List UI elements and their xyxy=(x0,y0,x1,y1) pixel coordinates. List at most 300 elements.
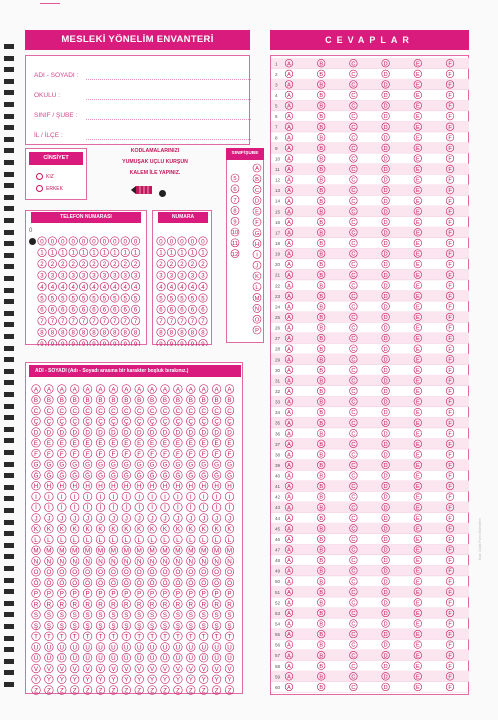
phone-bubble[interactable] xyxy=(131,260,139,269)
answer-bubble[interactable] xyxy=(382,239,390,247)
name-letter-bubble[interactable] xyxy=(109,503,118,512)
name-letter-bubble[interactable] xyxy=(32,675,41,684)
answer-bubble[interactable] xyxy=(317,472,325,480)
number-bubble[interactable] xyxy=(157,248,165,257)
name-letter-bubble[interactable] xyxy=(83,514,92,523)
name-letter-bubble[interactable] xyxy=(187,460,196,469)
name-letter-bubble[interactable] xyxy=(148,503,157,512)
name-letter-bubble[interactable] xyxy=(122,385,131,394)
name-letter-bubble[interactable] xyxy=(83,546,92,555)
name-letter-bubble[interactable] xyxy=(122,481,131,490)
answer-bubble[interactable] xyxy=(414,366,422,374)
answer-bubble[interactable] xyxy=(446,662,454,670)
name-letter-bubble[interactable] xyxy=(212,406,221,415)
name-letter-bubble[interactable] xyxy=(161,503,170,512)
name-letter-bubble[interactable] xyxy=(135,643,144,652)
name-letter-bubble[interactable] xyxy=(225,503,234,512)
name-letter-bubble[interactable] xyxy=(96,632,105,641)
answer-bubble[interactable] xyxy=(350,641,358,649)
name-letter-bubble[interactable] xyxy=(161,492,170,501)
name-letter-bubble[interactable] xyxy=(174,503,183,512)
phone-bubble[interactable] xyxy=(38,237,46,246)
name-letter-bubble[interactable] xyxy=(83,567,92,576)
name-letter-bubble[interactable] xyxy=(96,449,105,458)
name-letter-bubble[interactable] xyxy=(148,643,157,652)
phone-bubble[interactable] xyxy=(69,248,77,257)
name-letter-bubble[interactable] xyxy=(96,471,105,480)
answer-bubble[interactable] xyxy=(446,366,454,374)
name-letter-bubble[interactable] xyxy=(135,621,144,630)
name-letter-bubble[interactable] xyxy=(122,643,131,652)
name-letter-bubble[interactable] xyxy=(96,514,105,523)
name-letter-bubble[interactable] xyxy=(187,406,196,415)
name-letter-bubble[interactable] xyxy=(187,643,196,652)
name-letter-bubble[interactable] xyxy=(32,600,41,609)
phone-bubble[interactable] xyxy=(48,271,56,280)
answer-bubble[interactable] xyxy=(285,303,293,311)
phone-bubble[interactable] xyxy=(59,260,67,269)
name-letter-bubble[interactable] xyxy=(199,632,208,641)
phone-bubble[interactable] xyxy=(90,328,98,337)
number-bubble[interactable] xyxy=(199,339,207,346)
number-bubble[interactable] xyxy=(157,237,165,246)
answer-bubble[interactable] xyxy=(414,683,422,691)
answer-bubble[interactable] xyxy=(317,155,325,163)
name-letter-bubble[interactable] xyxy=(161,460,170,469)
name-letter-bubble[interactable] xyxy=(187,514,196,523)
name-letter-bubble[interactable] xyxy=(32,578,41,587)
name-letter-bubble[interactable] xyxy=(135,567,144,576)
name-letter-bubble[interactable] xyxy=(148,546,157,555)
name-letter-bubble[interactable] xyxy=(83,632,92,641)
phone-bubble[interactable] xyxy=(69,294,77,303)
name-letter-bubble[interactable] xyxy=(109,567,118,576)
name-letter-bubble[interactable] xyxy=(122,417,131,426)
phone-bubble[interactable] xyxy=(111,248,119,257)
phone-bubble[interactable] xyxy=(111,328,119,337)
phone-bubble[interactable] xyxy=(90,339,98,346)
answer-bubble[interactable] xyxy=(414,556,422,564)
phone-bubble[interactable] xyxy=(79,282,87,291)
answer-bubble[interactable] xyxy=(382,493,390,501)
name-letter-bubble[interactable] xyxy=(148,406,157,415)
name-letter-bubble[interactable] xyxy=(161,686,170,695)
phone-bubble[interactable] xyxy=(90,305,98,314)
answer-bubble[interactable] xyxy=(350,408,358,416)
answer-bubble[interactable] xyxy=(382,260,390,268)
name-letter-bubble[interactable] xyxy=(174,664,183,673)
name-letter-bubble[interactable] xyxy=(122,428,131,437)
name-letter-bubble[interactable] xyxy=(109,589,118,598)
name-letter-bubble[interactable] xyxy=(45,395,54,404)
name-letter-bubble[interactable] xyxy=(161,632,170,641)
name-letter-bubble[interactable] xyxy=(122,578,131,587)
name-letter-bubble[interactable] xyxy=(212,632,221,641)
phone-bubble[interactable] xyxy=(100,317,108,326)
answer-bubble[interactable] xyxy=(285,260,293,268)
name-letter-bubble[interactable] xyxy=(212,524,221,533)
name-letter-bubble[interactable] xyxy=(58,546,67,555)
name-letter-bubble[interactable] xyxy=(225,643,234,652)
phone-bubble[interactable] xyxy=(90,260,98,269)
name-letter-bubble[interactable] xyxy=(187,632,196,641)
name-letter-bubble[interactable] xyxy=(212,653,221,662)
name-letter-bubble[interactable] xyxy=(70,589,79,598)
school-field[interactable] xyxy=(34,92,60,99)
answer-bubble[interactable] xyxy=(317,599,325,607)
name-letter-bubble[interactable] xyxy=(148,492,157,501)
answer-bubble[interactable] xyxy=(414,577,422,585)
name-letter-bubble[interactable] xyxy=(122,589,131,598)
name-letter-bubble[interactable] xyxy=(122,567,131,576)
name-letter-bubble[interactable] xyxy=(32,395,41,404)
name-letter-bubble[interactable] xyxy=(70,557,79,566)
name-letter-bubble[interactable] xyxy=(45,524,54,533)
name-letter-bubble[interactable] xyxy=(212,438,221,447)
name-letter-bubble[interactable] xyxy=(45,417,54,426)
phone-bubble[interactable] xyxy=(48,237,56,246)
name-letter-bubble[interactable] xyxy=(32,557,41,566)
name-letter-bubble[interactable] xyxy=(109,535,118,544)
name-letter-bubble[interactable] xyxy=(96,417,105,426)
phone-bubble[interactable] xyxy=(131,317,139,326)
name-letter-bubble[interactable] xyxy=(45,600,54,609)
answer-bubble[interactable] xyxy=(414,662,422,670)
name-letter-bubble[interactable] xyxy=(45,578,54,587)
answer-bubble[interactable] xyxy=(350,218,358,226)
answer-bubble[interactable] xyxy=(350,577,358,585)
name-letter-bubble[interactable] xyxy=(212,428,221,437)
number-bubble[interactable] xyxy=(167,305,175,314)
number-bubble[interactable] xyxy=(167,271,175,280)
name-letter-bubble[interactable] xyxy=(83,492,92,501)
answer-bubble[interactable] xyxy=(285,556,293,564)
name-letter-bubble[interactable] xyxy=(96,578,105,587)
name-letter-bubble[interactable] xyxy=(225,653,234,662)
name-letter-bubble[interactable] xyxy=(96,643,105,652)
name-letter-bubble[interactable] xyxy=(212,686,221,695)
name-letter-bubble[interactable] xyxy=(45,406,54,415)
name-letter-bubble[interactable] xyxy=(58,460,67,469)
name-letter-bubble[interactable] xyxy=(70,471,79,480)
name-letter-bubble[interactable] xyxy=(174,557,183,566)
name-letter-bubble[interactable] xyxy=(199,438,208,447)
answer-bubble[interactable] xyxy=(317,556,325,564)
answer-bubble[interactable] xyxy=(382,91,390,99)
name-letter-bubble[interactable] xyxy=(225,535,234,544)
name-letter-bubble[interactable] xyxy=(161,449,170,458)
name-letter-bubble[interactable] xyxy=(122,503,131,512)
answer-bubble[interactable] xyxy=(446,620,454,628)
answer-bubble[interactable] xyxy=(285,683,293,691)
name-letter-bubble[interactable] xyxy=(187,438,196,447)
answer-bubble[interactable] xyxy=(317,91,325,99)
phone-bubble[interactable] xyxy=(79,305,87,314)
phone-bubble[interactable] xyxy=(38,248,46,257)
name-letter-bubble[interactable] xyxy=(199,406,208,415)
phone-bubble[interactable] xyxy=(69,260,77,269)
phone-bubble[interactable] xyxy=(100,237,108,246)
name-letter-bubble[interactable] xyxy=(174,535,183,544)
name-letter-bubble[interactable] xyxy=(70,600,79,609)
phone-bubble[interactable] xyxy=(59,339,67,346)
name-letter-bubble[interactable] xyxy=(32,471,41,480)
name-letter-bubble[interactable] xyxy=(83,395,92,404)
name-letter-bubble[interactable] xyxy=(225,557,234,566)
phone-bubble[interactable] xyxy=(69,271,77,280)
answer-bubble[interactable] xyxy=(414,514,422,522)
name-letter-bubble[interactable] xyxy=(148,557,157,566)
answer-bubble[interactable] xyxy=(446,70,454,78)
name-letter-bubble[interactable] xyxy=(174,567,183,576)
answer-bubble[interactable] xyxy=(446,239,454,247)
answer-bubble[interactable] xyxy=(382,599,390,607)
grade-bubble[interactable] xyxy=(231,250,239,258)
name-letter-bubble[interactable] xyxy=(45,632,54,641)
name-letter-bubble[interactable] xyxy=(32,632,41,641)
answer-bubble[interactable] xyxy=(382,408,390,416)
name-letter-bubble[interactable] xyxy=(96,557,105,566)
number-bubble[interactable] xyxy=(157,328,165,337)
name-letter-bubble[interactable] xyxy=(199,524,208,533)
number-bubble[interactable] xyxy=(178,339,186,346)
number-bubble[interactable] xyxy=(188,237,196,246)
phone-bubble[interactable] xyxy=(90,271,98,280)
name-letter-bubble[interactable] xyxy=(32,438,41,447)
answer-bubble[interactable] xyxy=(350,451,358,459)
name-letter-bubble[interactable] xyxy=(135,406,144,415)
name-letter-bubble[interactable] xyxy=(45,438,54,447)
name-letter-bubble[interactable] xyxy=(70,395,79,404)
name-letter-bubble[interactable] xyxy=(135,428,144,437)
answer-bubble[interactable] xyxy=(382,429,390,437)
number-bubble[interactable] xyxy=(188,317,196,326)
answer-bubble[interactable] xyxy=(382,70,390,78)
name-letter-bubble[interactable] xyxy=(45,546,54,555)
answer-bubble[interactable] xyxy=(317,387,325,395)
name-letter-bubble[interactable] xyxy=(174,438,183,447)
name-letter-bubble[interactable] xyxy=(199,567,208,576)
name-letter-bubble[interactable] xyxy=(187,664,196,673)
name-letter-bubble[interactable] xyxy=(187,503,196,512)
grade-bubble[interactable] xyxy=(231,228,239,236)
answer-bubble[interactable] xyxy=(446,535,454,543)
name-letter-bubble[interactable] xyxy=(122,664,131,673)
name-letter-bubble[interactable] xyxy=(45,686,54,695)
name-letter-bubble[interactable] xyxy=(225,514,234,523)
answer-bubble[interactable] xyxy=(317,429,325,437)
name-letter-bubble[interactable] xyxy=(96,610,105,619)
answer-bubble[interactable] xyxy=(317,324,325,332)
phone-bubble[interactable] xyxy=(131,328,139,337)
name-letter-bubble[interactable] xyxy=(70,406,79,415)
name-letter-bubble[interactable] xyxy=(32,406,41,415)
answer-bubble[interactable] xyxy=(446,641,454,649)
name-letter-bubble[interactable] xyxy=(58,481,67,490)
answer-bubble[interactable] xyxy=(317,281,325,289)
answer-bubble[interactable] xyxy=(317,683,325,691)
name-letter-bubble[interactable] xyxy=(161,417,170,426)
name-letter-bubble[interactable] xyxy=(148,675,157,684)
answer-bubble[interactable] xyxy=(285,281,293,289)
answer-bubble[interactable] xyxy=(446,91,454,99)
phone-bubble[interactable] xyxy=(59,237,67,246)
number-bubble[interactable] xyxy=(167,339,175,346)
name-letter-bubble[interactable] xyxy=(83,471,92,480)
name-letter-bubble[interactable] xyxy=(212,395,221,404)
section-bubble[interactable] xyxy=(253,240,261,248)
name-letter-bubble[interactable] xyxy=(148,535,157,544)
grade-bubble[interactable] xyxy=(231,206,239,214)
answer-bubble[interactable] xyxy=(317,197,325,205)
name-letter-bubble[interactable] xyxy=(32,546,41,555)
phone-bubble[interactable] xyxy=(69,317,77,326)
answer-bubble[interactable] xyxy=(285,387,293,395)
answer-bubble[interactable] xyxy=(350,133,358,141)
name-letter-bubble[interactable] xyxy=(70,578,79,587)
number-bubble[interactable] xyxy=(199,305,207,314)
number-bubble[interactable] xyxy=(157,282,165,291)
phone-bubble[interactable] xyxy=(100,305,108,314)
name-letter-bubble[interactable] xyxy=(174,610,183,619)
phone-bubble[interactable] xyxy=(69,282,77,291)
answer-bubble[interactable] xyxy=(382,197,390,205)
name-letter-bubble[interactable] xyxy=(225,428,234,437)
phone-bubble[interactable] xyxy=(38,339,46,346)
name-letter-bubble[interactable] xyxy=(187,567,196,576)
answer-bubble[interactable] xyxy=(317,176,325,184)
name-letter-bubble[interactable] xyxy=(225,610,234,619)
name-letter-bubble[interactable] xyxy=(199,589,208,598)
section-bubble[interactable] xyxy=(253,315,261,323)
name-letter-bubble[interactable] xyxy=(122,621,131,630)
answer-bubble[interactable] xyxy=(285,535,293,543)
name-letter-bubble[interactable] xyxy=(70,621,79,630)
number-bubble[interactable] xyxy=(199,328,207,337)
name-letter-bubble[interactable] xyxy=(148,600,157,609)
answer-bubble[interactable] xyxy=(414,303,422,311)
answer-bubble[interactable] xyxy=(350,683,358,691)
name-letter-bubble[interactable] xyxy=(225,492,234,501)
answer-bubble[interactable] xyxy=(285,408,293,416)
name-letter-bubble[interactable] xyxy=(174,686,183,695)
number-bubble[interactable] xyxy=(167,282,175,291)
phone-bubble[interactable] xyxy=(111,305,119,314)
answer-bubble[interactable] xyxy=(382,112,390,120)
name-letter-bubble[interactable] xyxy=(122,449,131,458)
answer-bubble[interactable] xyxy=(382,366,390,374)
number-bubble[interactable] xyxy=(199,282,207,291)
answer-bubble[interactable] xyxy=(446,303,454,311)
number-bubble[interactable] xyxy=(178,282,186,291)
name-letter-bubble[interactable] xyxy=(161,535,170,544)
phone-bubble[interactable] xyxy=(100,282,108,291)
name-letter-bubble[interactable] xyxy=(148,428,157,437)
answer-bubble[interactable] xyxy=(382,133,390,141)
section-bubble[interactable] xyxy=(253,196,261,204)
name-letter-bubble[interactable] xyxy=(212,567,221,576)
answer-bubble[interactable] xyxy=(414,408,422,416)
phone-bubble[interactable] xyxy=(121,305,129,314)
section-bubble[interactable] xyxy=(253,283,261,291)
number-bubble[interactable] xyxy=(199,248,207,257)
name-letter-bubble[interactable] xyxy=(32,535,41,544)
answer-bubble[interactable] xyxy=(414,197,422,205)
name-letter-bubble[interactable] xyxy=(161,557,170,566)
answer-bubble[interactable] xyxy=(350,429,358,437)
name-letter-bubble[interactable] xyxy=(96,503,105,512)
answer-bubble[interactable] xyxy=(382,155,390,163)
name-letter-bubble[interactable] xyxy=(109,449,118,458)
phone-bubble[interactable] xyxy=(79,328,87,337)
name-letter-bubble[interactable] xyxy=(70,514,79,523)
answer-bubble[interactable] xyxy=(317,133,325,141)
phone-bubble[interactable] xyxy=(59,317,67,326)
number-bubble[interactable] xyxy=(167,237,175,246)
name-letter-bubble[interactable] xyxy=(225,632,234,641)
name-letter-bubble[interactable] xyxy=(45,653,54,662)
name-letter-bubble[interactable] xyxy=(161,428,170,437)
name-letter-bubble[interactable] xyxy=(135,514,144,523)
answer-bubble[interactable] xyxy=(317,662,325,670)
phone-bubble[interactable] xyxy=(111,317,119,326)
name-letter-bubble[interactable] xyxy=(174,675,183,684)
name-letter-bubble[interactable] xyxy=(45,675,54,684)
name-letter-bubble[interactable] xyxy=(58,471,67,480)
name-letter-bubble[interactable] xyxy=(199,395,208,404)
name-letter-bubble[interactable] xyxy=(70,546,79,555)
answer-bubble[interactable] xyxy=(350,281,358,289)
phone-bubble[interactable] xyxy=(38,294,46,303)
name-letter-bubble[interactable] xyxy=(148,471,157,480)
name-letter-bubble[interactable] xyxy=(109,395,118,404)
answer-bubble[interactable] xyxy=(285,155,293,163)
name-letter-bubble[interactable] xyxy=(58,428,67,437)
answer-bubble[interactable] xyxy=(446,472,454,480)
name-letter-bubble[interactable] xyxy=(83,428,92,437)
name-letter-bubble[interactable] xyxy=(187,471,196,480)
name-letter-bubble[interactable] xyxy=(212,600,221,609)
name-letter-bubble[interactable] xyxy=(135,471,144,480)
phone-bubble[interactable] xyxy=(59,328,67,337)
name-letter-bubble[interactable] xyxy=(96,395,105,404)
name-letter-bubble[interactable] xyxy=(187,524,196,533)
name-letter-bubble[interactable] xyxy=(135,395,144,404)
name-letter-bubble[interactable] xyxy=(83,600,92,609)
number-bubble[interactable] xyxy=(188,248,196,257)
phone-bubble[interactable] xyxy=(121,282,129,291)
name-letter-bubble[interactable] xyxy=(135,675,144,684)
name-letter-bubble[interactable] xyxy=(148,524,157,533)
name-letter-bubble[interactable] xyxy=(70,610,79,619)
name-letter-bubble[interactable] xyxy=(187,428,196,437)
answer-bubble[interactable] xyxy=(350,303,358,311)
answer-bubble[interactable] xyxy=(414,70,422,78)
name-letter-bubble[interactable] xyxy=(212,664,221,673)
answer-bubble[interactable] xyxy=(350,91,358,99)
section-bubble[interactable] xyxy=(253,207,261,215)
name-letter-bubble[interactable] xyxy=(96,438,105,447)
phone-bubble[interactable] xyxy=(111,271,119,280)
name-letter-bubble[interactable] xyxy=(148,514,157,523)
answer-bubble[interactable] xyxy=(446,155,454,163)
name-letter-bubble[interactable] xyxy=(122,686,131,695)
name-letter-bubble[interactable] xyxy=(122,610,131,619)
name-letter-bubble[interactable] xyxy=(83,643,92,652)
name-letter-bubble[interactable] xyxy=(135,610,144,619)
name-letter-bubble[interactable] xyxy=(122,675,131,684)
answer-bubble[interactable] xyxy=(414,641,422,649)
